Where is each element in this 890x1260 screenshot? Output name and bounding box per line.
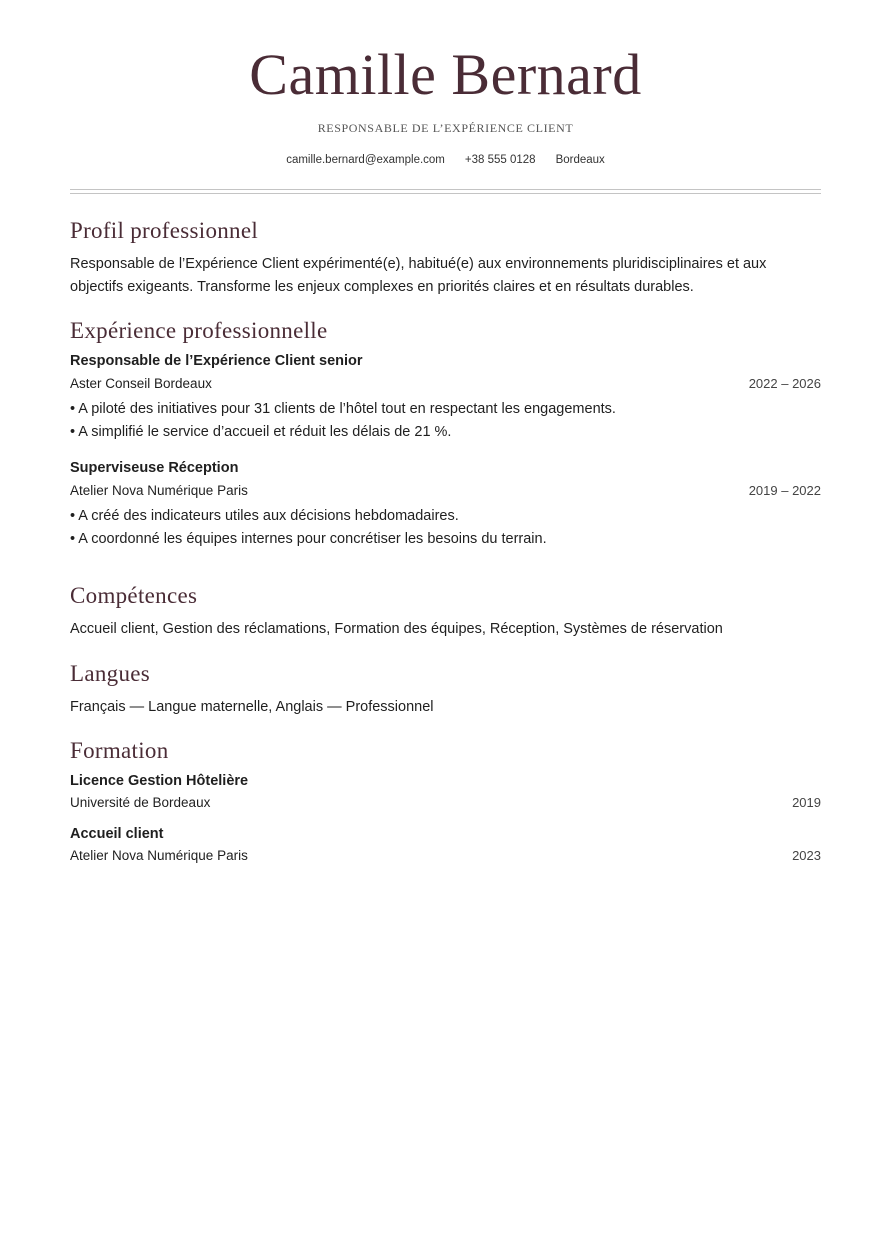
education-entry xyxy=(70,826,821,863)
job-entry xyxy=(70,353,821,444)
job-title: Responsable de l’Expérience Client senior xyxy=(70,353,363,369)
contact-email[interactable]: camille.bernard@example.com xyxy=(286,154,445,166)
job-subtitle: RESPONSABLE DE L’EXPÉRIENCE CLIENT xyxy=(317,121,574,135)
education-meta xyxy=(70,795,821,810)
section-formation xyxy=(70,738,821,863)
job-bullets xyxy=(70,398,821,444)
resume-header xyxy=(70,0,821,194)
section-langues xyxy=(70,661,821,719)
education-year: 2023 xyxy=(792,848,821,863)
langues-text: Français — Langue maternelle, Anglais — Professionnel xyxy=(70,699,434,715)
education-meta xyxy=(70,848,821,863)
header-divider xyxy=(70,189,821,194)
education-entry xyxy=(70,773,821,810)
candidate-name: Camille Bernard xyxy=(249,42,642,107)
competences-text: Accueil client, Gestion des réclamations, Formation des équipes, Réception, Systèmes de réservation xyxy=(70,621,723,637)
section-competences xyxy=(70,583,821,641)
job-bullet: • A piloté des initiatives pour 31 clients de l’hôtel tout en respectant les engagements. xyxy=(70,401,616,417)
job-bullets xyxy=(70,505,821,551)
section-title-profil: Profil professionnel xyxy=(70,218,259,243)
section-title-competences: Compétences xyxy=(70,583,198,608)
job-dates: 2019 – 2022 xyxy=(748,483,821,498)
section-title-experience: Expérience professionnelle xyxy=(70,318,328,343)
education-institution: Atelier Nova Numérique Paris xyxy=(70,848,248,863)
education-title: Accueil client xyxy=(70,826,164,842)
education-year: 2019 xyxy=(792,795,821,810)
section-profil xyxy=(70,218,821,298)
job-entry xyxy=(70,460,821,551)
contact-city: Bordeaux xyxy=(555,154,605,166)
profil-text: Responsable de l’Expérience Client expérimenté(e), habitué(e) aux environnements pluridisciplinaires et aux objectifs exigeants. Transforme les enjeux complexes en priorités claires et en résultats durables. xyxy=(70,256,767,295)
job-dates: 2022 – 2026 xyxy=(748,376,821,391)
section-experience xyxy=(70,318,821,551)
job-meta xyxy=(70,483,821,498)
job-title: Superviseuse Réception xyxy=(70,460,239,476)
contact-line xyxy=(70,154,821,166)
job-organization: Aster Conseil Bordeaux xyxy=(70,376,212,391)
section-title-langues: Langues xyxy=(70,661,151,686)
contact-phone[interactable]: +38 555 0128 xyxy=(464,154,536,166)
section-title-formation: Formation xyxy=(70,738,169,763)
job-meta xyxy=(70,376,821,391)
resume-page xyxy=(70,0,821,863)
job-bullet: • A créé des indicateurs utiles aux décisions hebdomadaires. xyxy=(70,508,459,524)
job-organization: Atelier Nova Numérique Paris xyxy=(70,483,248,498)
job-bullet: • A coordonné les équipes internes pour concrétiser les besoins du terrain. xyxy=(70,531,547,547)
education-institution: Université de Bordeaux xyxy=(70,795,211,810)
job-bullet: • A simplifié le service d’accueil et réduit les délais de 21 %. xyxy=(70,424,452,440)
education-title: Licence Gestion Hôtelière xyxy=(70,773,249,789)
